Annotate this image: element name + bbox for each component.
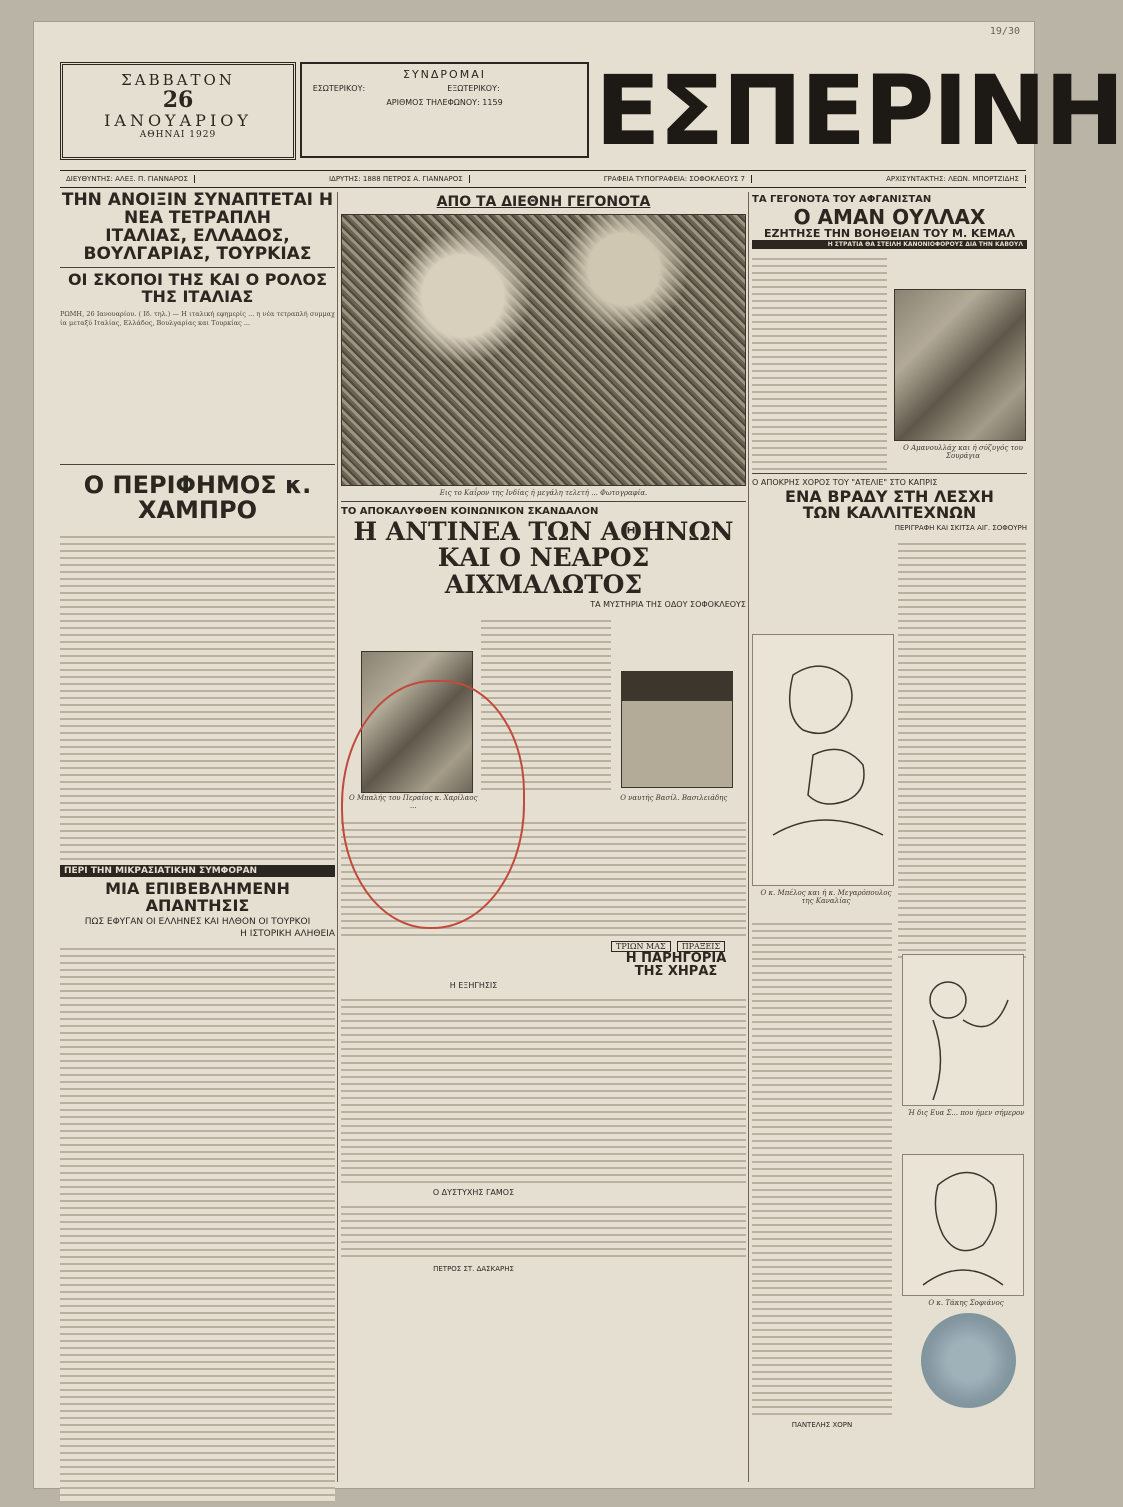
- library-stamp: [921, 1313, 1016, 1408]
- article-body: [752, 253, 887, 473]
- headline-italy-role: ΟΙ ΣΚΟΠΟΙ ΤΗΣ ΚΑΙ Ο ΡΟΛΟΣ ΤΗΣ ΙΤΑΛΙΑΣ: [67, 270, 328, 307]
- sketch-man-portrait: [902, 1154, 1024, 1296]
- article-body: [898, 538, 1026, 958]
- photo-caption: Εις το Καΐρον της Ινδίας ή μεγάλη τελετή ... Φωτογραφία.: [439, 489, 648, 497]
- sketch1-caption: Ο κ. Μπέλος και ή κ. Μεγαρόπουλος της Καναλίας: [760, 889, 892, 906]
- byline: ΠΕΤΡΟΣ ΣΤ. ΔΑΣΚΑΡΗΣ: [433, 1265, 514, 1274]
- woman-sketch-icon: [903, 955, 1023, 1105]
- headline-hambro: Ο ΠΕΡΙΦΗΜΟΣ κ. ΧΑΜΠΡΟ: [83, 470, 312, 525]
- city-year: ΑΘΗΝΑΙ 1929: [139, 130, 217, 140]
- divider: [60, 267, 335, 268]
- article-body: [60, 943, 335, 1503]
- headline-kemal: ΕΖΗΤΗΣΕ ΤΗΝ ΒΟΗΘΕΙΑΝ ΤΟΥ Μ. ΚΕΜΑΛ: [763, 227, 1016, 240]
- kicker-asia-minor: ΠΕΡΙ ΤΗΝ ΜΙΚΡΑΣΙΑΤΙΚΗΝ ΣΥΜΦΟΡΑΝ: [60, 865, 335, 877]
- headline-amanullah: Ο ΑΜΑΝ ΟΥΛΛΑΧ: [793, 205, 986, 229]
- day-label: ΣΑΒΒΑΤΟΝ: [121, 71, 235, 89]
- sketch2-caption: Ή δις Ευα Σ... που ήμεν σήμερον: [907, 1109, 1025, 1118]
- kicker-scandal: ΤΟ ΑΠΟΚΑΛΥΦΘΕΝ ΚΟΙΝΩΝΙΚΟΝ ΣΚΑΝΔΑΛΟΝ: [341, 506, 599, 517]
- portrait-sketch-icon: [903, 1155, 1023, 1295]
- date-number: 26: [162, 87, 194, 113]
- royal-photo-caption: Ο Αμανουλλάχ και ή σύζυγός του Σουράγια: [903, 443, 1023, 460]
- divider: [341, 501, 746, 502]
- sketch-men: [752, 634, 894, 886]
- profile-sketch-icon: [753, 635, 893, 885]
- column-center: [341, 192, 746, 1275]
- sketch-woman: [902, 954, 1024, 1106]
- headline-antinea: Η ΑΝΤΙΝΕΑ ΤΩΝ ΑΘΗΝΩΝ: [353, 517, 734, 546]
- column-left: [60, 192, 335, 1507]
- column-rule: [748, 192, 749, 1482]
- divider: [752, 473, 1027, 474]
- newspaper-page: [34, 22, 1123, 1488]
- headline-widow: Η ΠΑΡΗΓΟΡΙΑ ΤΗΣ ΧΗΡΑΣ: [625, 950, 727, 980]
- editor-in-chief: ΑΡΧΙΣΥΝΤΑΚΤΗΣ: ΛΕΩΝ. ΜΠΟΡΤΖΙΔΗΣ: [880, 175, 1026, 183]
- headline-alliance: ΤΗΝ ΑΝΟΙΞΙΝ ΣΥΝΑΠΤΕΤΑΙ Η ΝΕΑ ΤΕΤΡΑΠΛΗ: [61, 190, 334, 228]
- byline: ΠΑΝΤΕΛΗΣ ΧΟΡΝ: [791, 1421, 853, 1430]
- archive-note: 19/30: [989, 26, 1020, 37]
- phone-number: ΑΡΙΘΜΟΣ ΤΗΛΕΦΩΝΟΥ: 1159: [386, 98, 503, 107]
- exterior-rates: ΕΞΩΤΕΡΙΚΟΥ:: [447, 84, 500, 93]
- subhead-mysteries: ΤΑ ΜΥΣΤΗΡΙΑ ΤΗΣ ΟΔΟΥ ΣΟΦΟΚΛΕΟΥΣ: [590, 599, 746, 609]
- month-label: ΙΑΝΟΥΑΡΙΟΥ: [104, 111, 252, 130]
- interior-rates: ΕΣΩΤΕΡΙΚΟΥ:: [312, 84, 366, 93]
- article-body: [341, 994, 746, 1184]
- subhead-explanation: Η ΕΞΗΓΗΣΙΣ: [449, 981, 498, 991]
- royal-couple-photo: [894, 289, 1026, 441]
- kicker-ball: Ο ΑΠΟΚΡΗΣ ΧΟΡΟΣ ΤΟΥ "ΑΤΕΛΙΕ" ΣΤΟ ΚΑΠΡΙΣ: [752, 477, 938, 487]
- masthead: [60, 55, 1123, 174]
- founder: ΙΔΡΥΤΗΣ: 1888 ΠΕΤΡΟΣ Α. ΓΙΑΝΝΑΡΟΣ: [323, 175, 470, 183]
- subline-army: Η ΣΤΡΑΤΙΑ ΘΑ ΣΤΕΙΛΗ ΚΑΝΟΝΙΟΦΟΡΟΥΣ ΔΙΑ ΤΗΝ ΚΑΒΟΥΛ: [752, 240, 1027, 249]
- article-body: [341, 817, 746, 937]
- subscriptions-title: ΣΥΝΔΡΟΜΑΙ: [403, 68, 486, 81]
- director: ΔΙΕΥΘΥΝΤΗΣ: ΑΛΕΞ. Π. ΓΙΑΝΝΑΡΟΣ: [60, 175, 195, 183]
- afghan-section: [752, 249, 1027, 469]
- sailor-photo: [621, 671, 733, 788]
- article-body: [341, 1201, 746, 1261]
- kicker-afghanistan: ΤΑ ΓΕΓΟΝΟΤΑ ΤΟΥ ΑΦΓΑΝΙΣΤΑΝ: [752, 194, 932, 205]
- article-body: [60, 531, 335, 861]
- sketch3-caption: Ο κ. Τάκης Σοφιάνος: [928, 1299, 1004, 1308]
- subhead-marriage: Ο ΔΥΣΤΥΧΗΣ ΓΑΜΟΣ: [432, 1188, 515, 1198]
- crowd-photo: [341, 214, 746, 486]
- divider: [60, 464, 335, 465]
- sketch-section: [752, 534, 1027, 1434]
- subhead-greeks-turks: ΠΩΣ ΕΦΥΓΑΝ ΟΙ ΕΛΛΗΝΕΣ ΚΑΙ ΗΛΘΟΝ ΟΙ ΤΟΥΡΚΟΙ: [84, 916, 311, 927]
- man-photo: [361, 651, 473, 793]
- article-body: [481, 615, 611, 795]
- photo1-caption: Ο Μπαλής του Περαίος κ. Χαρίλαος ...: [348, 793, 478, 810]
- box-label: ΤΡΙΩΝ ΜΑΣ: [611, 941, 671, 952]
- headline-evening: ΕΝΑ ΒΡΑΔΥ ΣΤΗ ΛΕΣΧΗ: [785, 486, 994, 506]
- subline-sketches: ΠΕΡΙΓΡΑΦΗ ΚΑΙ ΣΚΙΤΣΑ ΑΙΓ. ΣΟΦΟΥΡΗ: [894, 524, 1027, 533]
- photo-row: [341, 611, 746, 791]
- photo2-caption: Ο ναυτής Βασίλ. Βασιλειάδης: [620, 793, 728, 802]
- article-body: [752, 918, 892, 1418]
- headline-prisoner: ΚΑΙ Ο ΝΕΑΡΟΣ ΑΙΧΜΑΛΩΤΟΣ: [437, 543, 650, 599]
- column-rule: [337, 192, 338, 1482]
- subscriptions-box: [300, 62, 589, 158]
- date-box: [60, 62, 296, 160]
- banner-intl: ΑΠΟ ΤΑ ΔΙΕΘΝΗ ΓΕΓΟΝΟΤΑ: [436, 194, 651, 210]
- headline-artists: ΤΩΝ ΚΑΛΛΙΤΕΧΝΩΝ: [802, 503, 977, 523]
- headline-countries: ΙΤΑΛΙΑΣ, ΕΛΛΑΔΟΣ, ΒΟΥΛΓΑΡΙΑΣ, ΤΟΥΡΚΙΑΣ: [83, 225, 312, 264]
- headline-answer: ΜΙΑ ΕΠΙΒΕΒΛΗΜΕΝΗ ΑΠΑΝΤΗΣΙΣ: [105, 879, 290, 916]
- staff-bar: [60, 170, 1026, 188]
- label-truth: Η ΙΣΤΟΡΙΚΗ ΑΛΗΘΕΙΑ: [240, 928, 335, 939]
- article-text: ΡΩΜΗ, 26 Ιανουαρίου. ( Ιδ. τηλ.) — Η ιταλική εφημερίς ... η νέα τετραπλή συμμαχία μεταξύ Ιταλίας, Ελλάδος, Βουλγαρίας και Τουρκίας ...: [60, 309, 335, 327]
- box-label: ΠΡΑΞΕΙΣ: [677, 941, 725, 952]
- newspaper-title: ΕΣΠΕΡΙΝΗ: [595, 55, 1123, 167]
- printing-office: ΓΡΑΦΕΙΑ ΤΥΠΟΓΡΑΦΕΙΑ: ΣΟΦΟΚΛΕΟΥΣ 7: [598, 175, 752, 183]
- column-right: [752, 192, 1027, 1434]
